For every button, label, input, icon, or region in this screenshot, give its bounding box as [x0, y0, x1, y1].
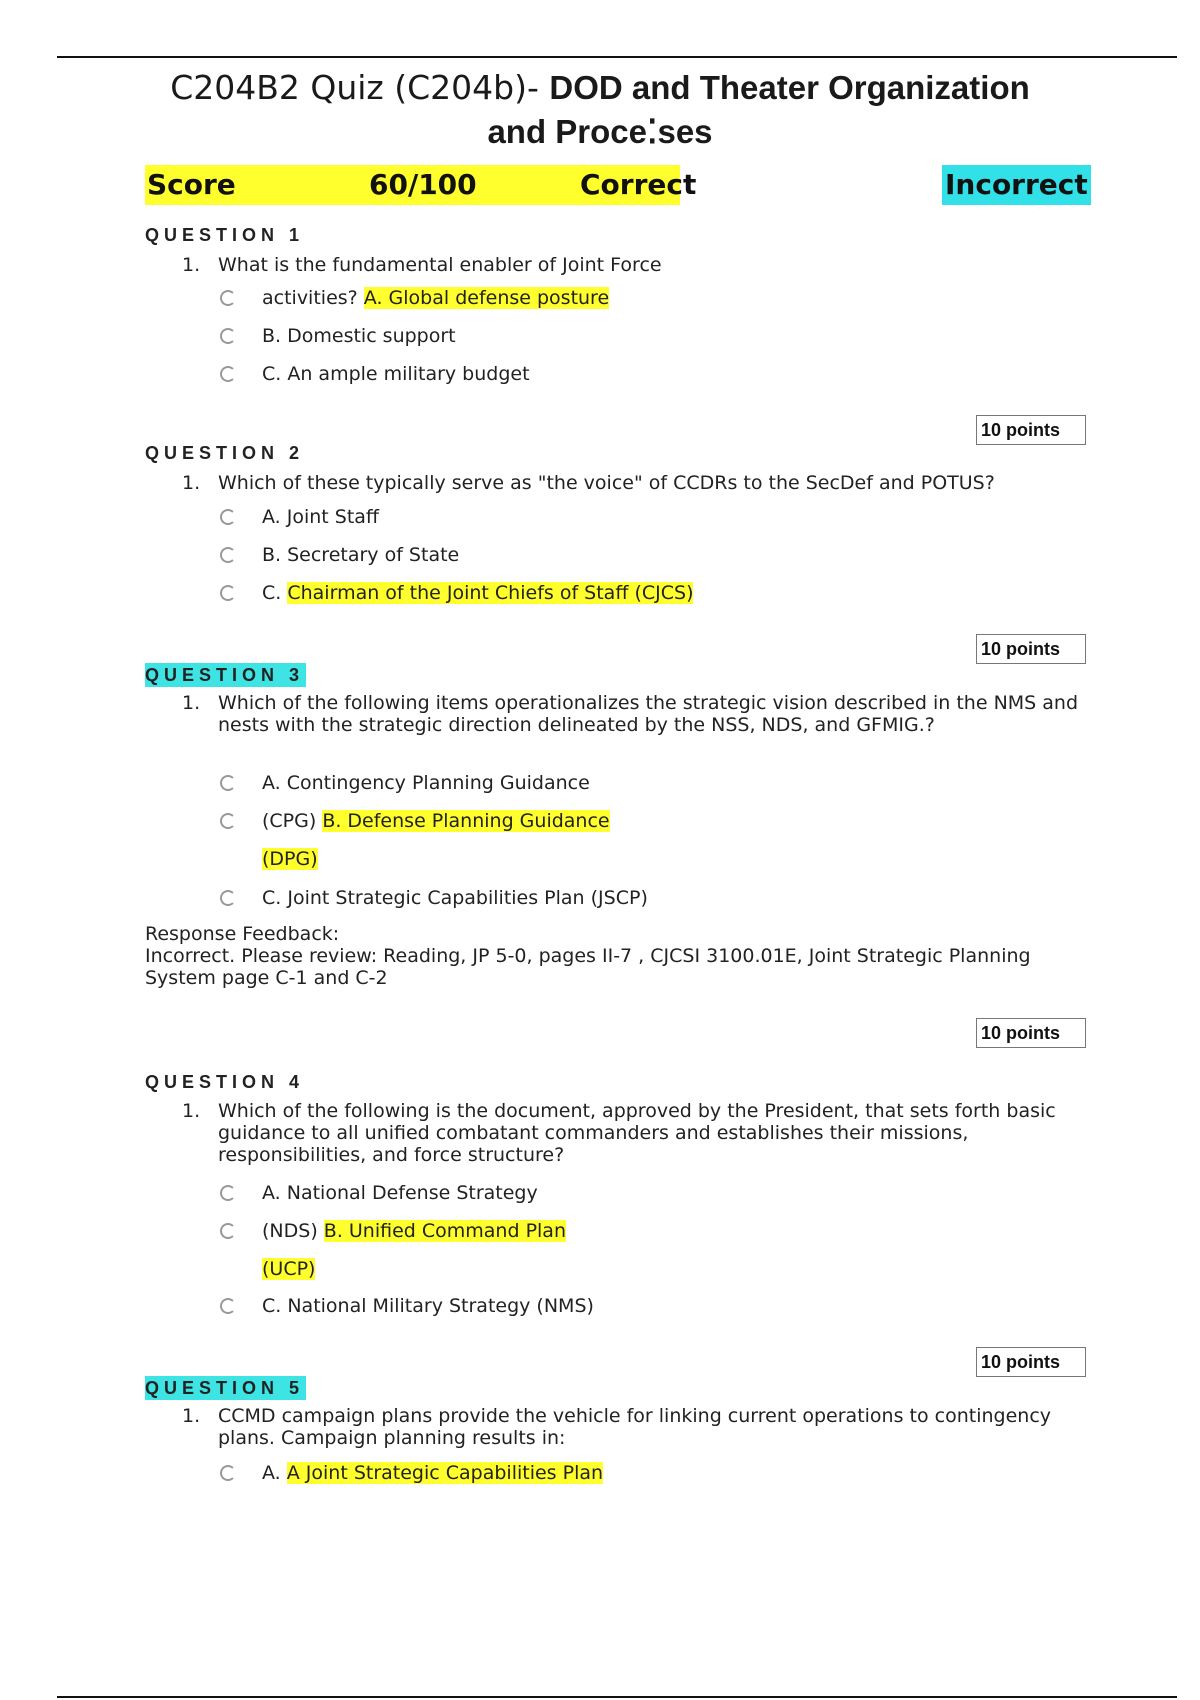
question-2-heading: QUESTION 2: [145, 443, 305, 463]
question-1-text: 1. What is the fundamental enabler of Joint Force: [182, 254, 662, 276]
correct-answer-highlight: B. Defense Planning Guidance: [322, 810, 610, 832]
radio-button-icon[interactable]: [220, 585, 236, 601]
radio-button-icon[interactable]: [220, 1223, 236, 1239]
question-3-text: 1. Which of the following items operationalizes the strategic vision described in the NMS and nests with the strategic direction delineated by the NSS, NDS, and GFMIG.?: [182, 692, 1079, 736]
points-badge: 10 points: [976, 1347, 1086, 1377]
correct-legend: Correct: [580, 168, 697, 201]
feedback-text: Incorrect. Please review: Reading, JP 5-0, pages II-7 , CJCSI 3100.01E, Joint Strategic Planning System page C-1 and C-2: [145, 945, 1031, 989]
question-4-text: 1. Which of the following is the document, approved by the President, that sets forth basic guidance to all unified combatant commanders and establishes their missions, responsibilities, and force structure?: [182, 1100, 1056, 1166]
incorrect-legend: Incorrect: [942, 165, 1091, 205]
radio-button-icon[interactable]: [220, 366, 236, 382]
correct-answer-highlight: A Joint Strategic Capabilities Plan: [286, 1462, 604, 1484]
title-line2: and Proce⁚ses: [487, 113, 713, 150]
radio-button-icon[interactable]: [220, 509, 236, 525]
bottom-rule: [57, 1696, 1177, 1698]
correct-answer-highlight: Chairman of the Joint Chiefs of Staff (CJCS): [287, 582, 694, 604]
score-row: [145, 165, 1088, 205]
top-rule: [57, 56, 1177, 58]
radio-button-icon[interactable]: [220, 1298, 236, 1314]
correct-answer-highlight: B. Unified Command Plan: [323, 1220, 566, 1242]
radio-button-icon[interactable]: [220, 290, 236, 306]
question-4-heading: QUESTION 4: [145, 1072, 305, 1092]
radio-button-icon[interactable]: [220, 1185, 236, 1201]
question-5-heading: QUESTION 5: [145, 1378, 305, 1398]
score-value: 60/100: [369, 168, 477, 201]
radio-button-icon[interactable]: [220, 775, 236, 791]
radio-button-icon[interactable]: [220, 890, 236, 906]
question-5-text: 1. CCMD campaign plans provide the vehicle for linking current operations to contingency plans. Campaign planning results in:: [182, 1405, 1052, 1449]
question-4-option-b-continuation: (UCP): [262, 1258, 316, 1280]
question-2-text: 1. Which of these typically serve as "the voice" of CCDRs to the SecDef and POTUS?: [182, 472, 995, 494]
question-1-heading: QUESTION 1: [145, 225, 305, 245]
radio-button-icon[interactable]: [220, 547, 236, 563]
radio-button-icon[interactable]: [220, 328, 236, 344]
correct-answer-highlight: A. Global defense posture: [363, 287, 610, 309]
question-3-option-b-continuation: (DPG): [262, 848, 318, 870]
points-badge: 10 points: [976, 1018, 1086, 1048]
feedback-label: Response Feedback:: [145, 923, 340, 945]
points-badge: 10 points: [976, 634, 1086, 664]
score-label: Score: [147, 168, 236, 201]
radio-button-icon[interactable]: [220, 1465, 236, 1481]
question-3-heading: QUESTION 3: [145, 665, 305, 685]
radio-button-icon[interactable]: [220, 813, 236, 829]
page-title: C204B2 Quiz (C204b)- DOD and Theater Organization and Proce⁚ses: [0, 66, 1200, 154]
response-feedback: [145, 923, 1095, 989]
points-badge: 10 points: [976, 415, 1086, 445]
